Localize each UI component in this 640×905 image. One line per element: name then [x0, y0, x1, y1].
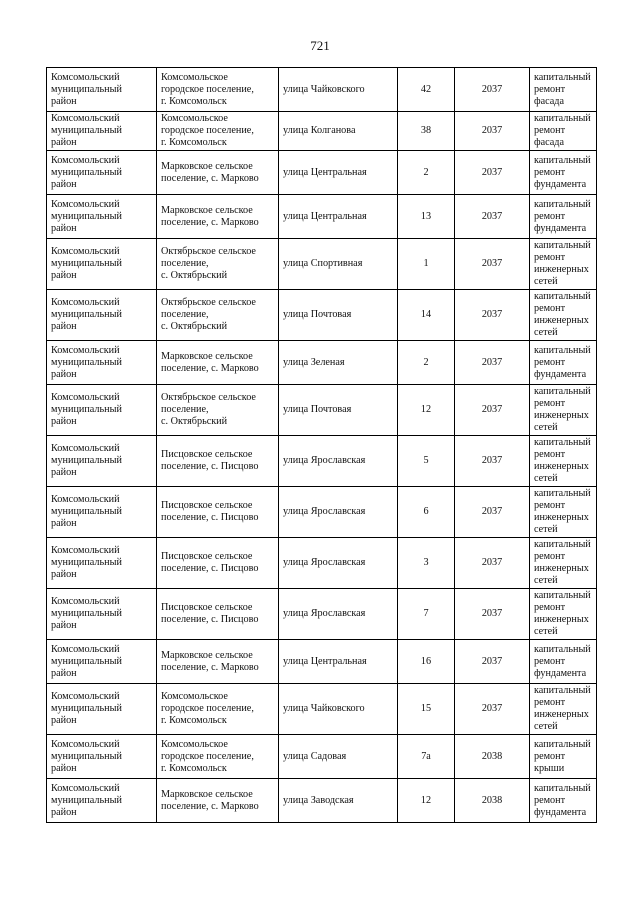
- table-row: [47, 239, 597, 290]
- year-cell: 2037: [455, 436, 530, 487]
- street-cell: улица Чайковского: [279, 68, 398, 112]
- street-cell: улица Ярославская: [279, 589, 398, 640]
- settlement-cell: Октябрьское сельское поселение, с. Октябрьский: [157, 239, 279, 290]
- house-number-cell: 14: [398, 290, 455, 341]
- work-type-cell: капитальный ремонт инженерных сетей: [530, 385, 597, 436]
- work-type-cell: капитальный ремонт фундамента: [530, 779, 597, 823]
- settlement-cell: Марковское сельское поселение, с. Марково: [157, 640, 279, 684]
- work-type-cell: капитальный ремонт инженерных сетей: [530, 436, 597, 487]
- year-cell: 2037: [455, 487, 530, 538]
- district-cell: Комсомольский муниципальный район: [47, 735, 157, 779]
- house-number-cell: 1: [398, 239, 455, 290]
- year-cell: 2037: [455, 290, 530, 341]
- street-cell: улица Чайковского: [279, 684, 398, 735]
- table-row: [47, 341, 597, 385]
- page-number: 721: [310, 38, 330, 53]
- district-cell: Комсомольский муниципальный район: [47, 290, 157, 341]
- district-cell: Комсомольский муниципальный район: [47, 589, 157, 640]
- house-number-cell: 13: [398, 195, 455, 239]
- settlement-cell: Писцовское сельское поселение, с. Писцово: [157, 487, 279, 538]
- work-type-cell: капитальный ремонт инженерных сетей: [530, 684, 597, 735]
- house-number-cell: 12: [398, 385, 455, 436]
- settlement-cell: Марковское сельское поселение, с. Марково: [157, 779, 279, 823]
- house-number-cell: 2: [398, 151, 455, 195]
- district-cell: Комсомольский муниципальный район: [47, 487, 157, 538]
- table-row: [47, 487, 597, 538]
- settlement-cell: Комсомольское городское поселение, г. Комсомольск: [157, 735, 279, 779]
- house-number-cell: 6: [398, 487, 455, 538]
- house-number-cell: 7а: [398, 735, 455, 779]
- settlement-cell: Писцовское сельское поселение, с. Писцово: [157, 589, 279, 640]
- year-cell: 2037: [455, 684, 530, 735]
- street-cell: улица Ярославская: [279, 487, 398, 538]
- work-type-cell: капитальный ремонт фундамента: [530, 640, 597, 684]
- district-cell: Комсомольский муниципальный район: [47, 640, 157, 684]
- street-cell: улица Спортивная: [279, 239, 398, 290]
- settlement-cell: Марковское сельское поселение, с. Марково: [157, 341, 279, 385]
- work-type-cell: капитальный ремонт инженерных сетей: [530, 538, 597, 589]
- settlement-cell: Октябрьское сельское поселение, с. Октябрьский: [157, 385, 279, 436]
- district-cell: Комсомольский муниципальный район: [47, 341, 157, 385]
- district-cell: Комсомольский муниципальный район: [47, 239, 157, 290]
- district-cell: Комсомольский муниципальный район: [47, 538, 157, 589]
- registry-table-body: [47, 68, 597, 823]
- year-cell: 2037: [455, 341, 530, 385]
- settlement-cell: Марковское сельское поселение, с. Марково: [157, 151, 279, 195]
- table-row: [47, 195, 597, 239]
- table-row: [47, 68, 597, 112]
- table-row: [47, 640, 597, 684]
- work-type-cell: капитальный ремонт инженерных сетей: [530, 239, 597, 290]
- street-cell: улица Центральная: [279, 151, 398, 195]
- street-cell: улица Почтовая: [279, 290, 398, 341]
- district-cell: Комсомольский муниципальный район: [47, 779, 157, 823]
- district-cell: Комсомольский муниципальный район: [47, 112, 157, 151]
- house-number-cell: 2: [398, 341, 455, 385]
- house-number-cell: 5: [398, 436, 455, 487]
- work-type-cell: капитальный ремонт фундамента: [530, 151, 597, 195]
- district-cell: Комсомольский муниципальный район: [47, 195, 157, 239]
- street-cell: улица Зеленая: [279, 341, 398, 385]
- year-cell: 2038: [455, 735, 530, 779]
- table-row: [47, 684, 597, 735]
- settlement-cell: Октябрьское сельское поселение, с. Октябрьский: [157, 290, 279, 341]
- table-row: [47, 385, 597, 436]
- year-cell: 2037: [455, 640, 530, 684]
- district-cell: Комсомольский муниципальный район: [47, 436, 157, 487]
- settlement-cell: Комсомольское городское поселение, г. Комсомольск: [157, 684, 279, 735]
- district-cell: Комсомольский муниципальный район: [47, 385, 157, 436]
- work-type-cell: капитальный ремонт фундамента: [530, 195, 597, 239]
- street-cell: улица Ярославская: [279, 538, 398, 589]
- house-number-cell: 16: [398, 640, 455, 684]
- house-number-cell: 3: [398, 538, 455, 589]
- district-cell: Комсомольский муниципальный район: [47, 684, 157, 735]
- street-cell: улица Центральная: [279, 195, 398, 239]
- year-cell: 2037: [455, 385, 530, 436]
- district-cell: Комсомольский муниципальный район: [47, 151, 157, 195]
- street-cell: улица Колганова: [279, 112, 398, 151]
- work-type-cell: капитальный ремонт инженерных сетей: [530, 487, 597, 538]
- street-cell: улица Заводская: [279, 779, 398, 823]
- street-cell: улица Садовая: [279, 735, 398, 779]
- work-type-cell: капитальный ремонт инженерных сетей: [530, 589, 597, 640]
- table-row: [47, 779, 597, 823]
- street-cell: улица Центральная: [279, 640, 398, 684]
- settlement-cell: Марковское сельское поселение, с. Марково: [157, 195, 279, 239]
- table-row: [47, 151, 597, 195]
- house-number-cell: 15: [398, 684, 455, 735]
- year-cell: 2037: [455, 68, 530, 112]
- work-type-cell: капитальный ремонт фасада: [530, 68, 597, 112]
- year-cell: 2038: [455, 779, 530, 823]
- year-cell: 2037: [455, 589, 530, 640]
- table-row: [47, 112, 597, 151]
- house-number-cell: 7: [398, 589, 455, 640]
- settlement-cell: Комсомольское городское поселение, г. Комсомольск: [157, 112, 279, 151]
- registry-table: [46, 67, 597, 823]
- year-cell: 2037: [455, 195, 530, 239]
- table-row: [47, 538, 597, 589]
- year-cell: 2037: [455, 112, 530, 151]
- settlement-cell: Писцовское сельское поселение, с. Писцово: [157, 436, 279, 487]
- work-type-cell: капитальный ремонт крыши: [530, 735, 597, 779]
- work-type-cell: капитальный ремонт фундамента: [530, 341, 597, 385]
- table-row: [47, 735, 597, 779]
- table-row: [47, 436, 597, 487]
- work-type-cell: капитальный ремонт фасада: [530, 112, 597, 151]
- district-cell: Комсомольский муниципальный район: [47, 68, 157, 112]
- house-number-cell: 38: [398, 112, 455, 151]
- street-cell: улица Ярославская: [279, 436, 398, 487]
- house-number-cell: 12: [398, 779, 455, 823]
- settlement-cell: Комсомольское городское поселение, г. Комсомольск: [157, 68, 279, 112]
- table-row: [47, 589, 597, 640]
- work-type-cell: капитальный ремонт инженерных сетей: [530, 290, 597, 341]
- street-cell: улица Почтовая: [279, 385, 398, 436]
- year-cell: 2037: [455, 151, 530, 195]
- table-row: [47, 290, 597, 341]
- settlement-cell: Писцовское сельское поселение, с. Писцово: [157, 538, 279, 589]
- year-cell: 2037: [455, 239, 530, 290]
- house-number-cell: 42: [398, 68, 455, 112]
- year-cell: 2037: [455, 538, 530, 589]
